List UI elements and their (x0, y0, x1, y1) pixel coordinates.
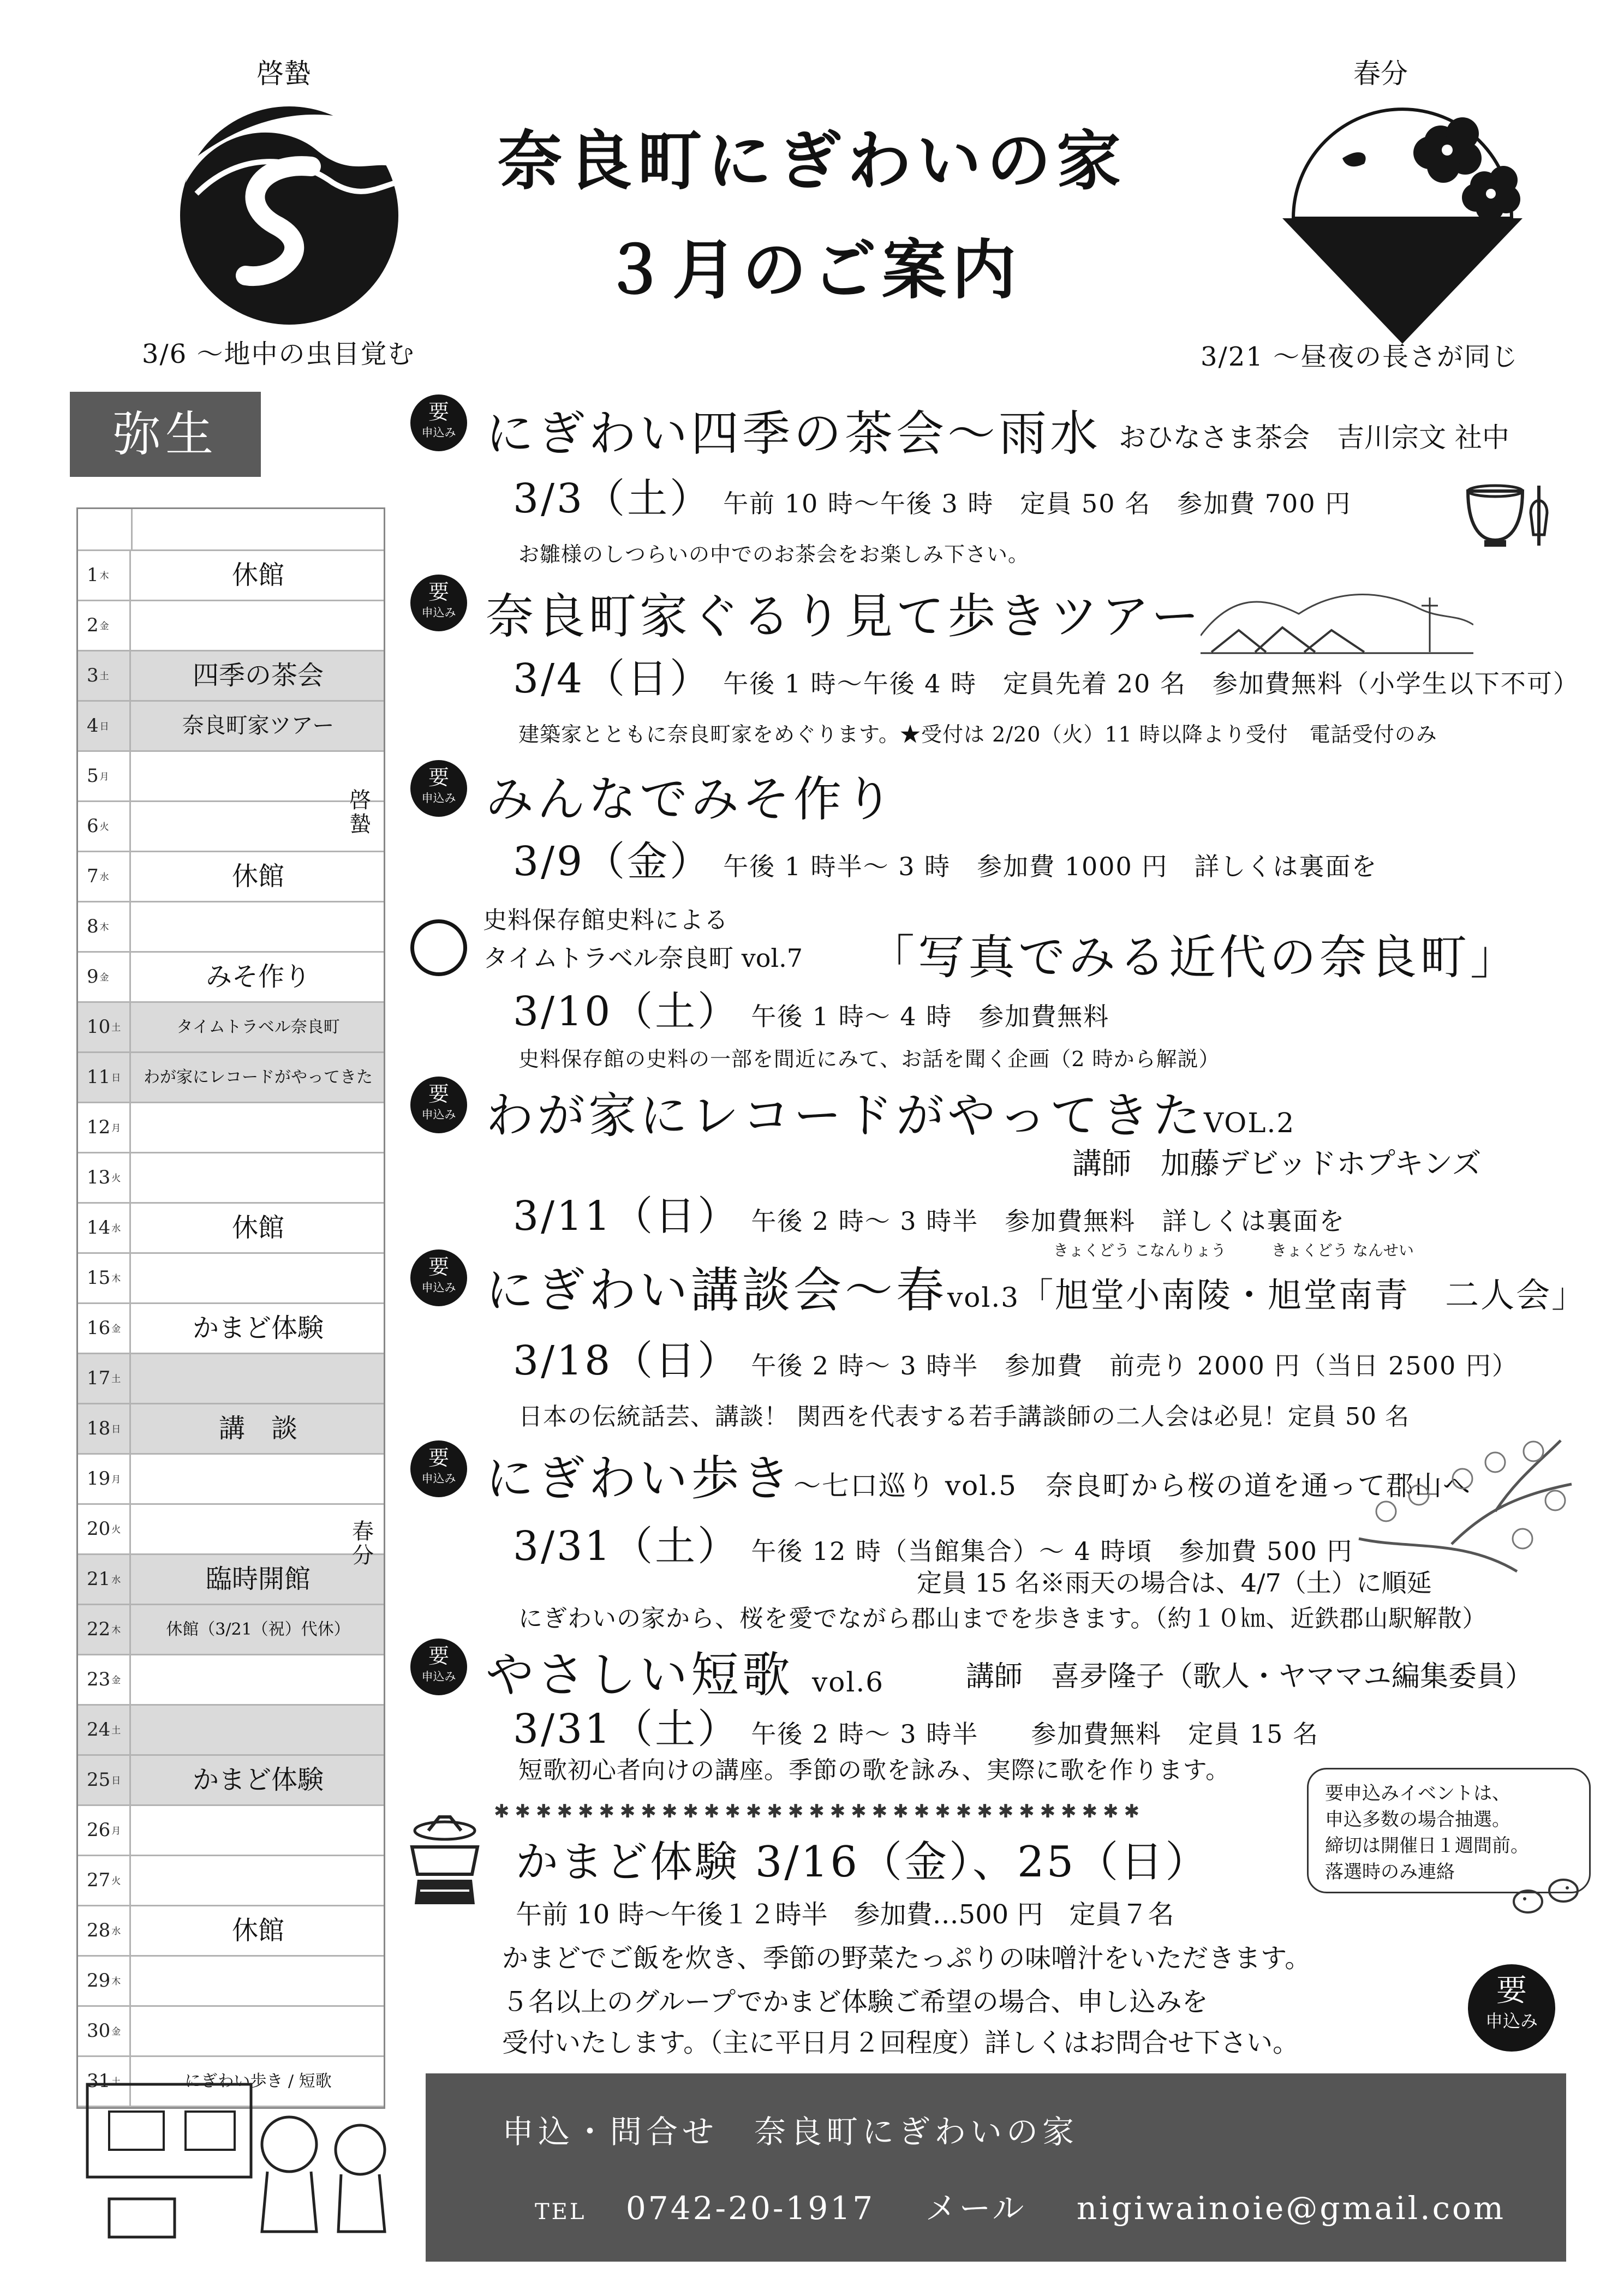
day-number: 27 (87, 1869, 111, 1891)
calendar-row (78, 1053, 384, 1103)
calendar-event: 休館 (231, 560, 284, 590)
day-number: 26 (87, 1819, 111, 1841)
event-series: タイムトラベル奈良町 vol.7 (483, 943, 803, 973)
weekday: 土 (111, 2076, 121, 2088)
calendar-row (78, 1003, 384, 1053)
calendar-event: 講 談 (218, 1413, 297, 1444)
event-title (486, 1440, 1471, 1509)
kamado-info: 午前 10 時～午後１２時半 参加費…500 円 定員７名 (516, 1899, 1174, 1930)
badge-bottom: 申込み (421, 606, 456, 619)
event-info: 午後 2 時～ 3 時半 参加費 前売り 2000 円（当日 2500 円） (751, 1351, 1518, 1380)
kamado-icon (398, 1809, 491, 1912)
tel-link[interactable]: 0742-20-1917 (625, 2190, 875, 2227)
apply-badge (410, 394, 467, 451)
day-number: 18 (87, 1418, 111, 1439)
weekday: 火 (99, 821, 109, 833)
page-subtitle: ３月のご案内 (602, 232, 1022, 308)
event-description: 史料保存館の史料の一部を間近にみて、お話を聞く企画（2 時から解説） (518, 1047, 1220, 1071)
event-lecturer: 講師 喜夛隆子（歌人・ヤママユ編集委員） (966, 1660, 1534, 1693)
event-info: 午後 2 時～ 3 時半 参加費無料 定員 15 名 (751, 1719, 1319, 1749)
kamado-description: かまどでご飯を炊き、季節の野菜たっぷりの味噌汁をいただきます。 (502, 1943, 1311, 1974)
note-line: 締切は開催日１週間前。 (1325, 1835, 1529, 1857)
cherry-branch-icon (1353, 1430, 1583, 1588)
calendar-row (78, 1455, 384, 1505)
day-number: 16 (87, 1317, 111, 1339)
calendar-row (78, 1354, 384, 1404)
calendar-event: にぎわい歩き / 短歌 (184, 2072, 332, 2091)
event-date (513, 1329, 1518, 1386)
event-pretext: 史料保存館史料による (483, 906, 729, 934)
day-number: 10 (87, 1016, 111, 1038)
calendar-day-number (78, 651, 131, 700)
day-number: 8 (87, 916, 99, 937)
weekday: 火 (111, 1173, 121, 1184)
day-number: 24 (87, 1719, 111, 1741)
calendar-day-number (78, 2007, 131, 2055)
calendar-event: タイムトラベル奈良町 (176, 1018, 340, 1037)
calendar-row (78, 1856, 384, 1906)
tea-bowl-icon (1462, 475, 1561, 557)
day-number: 13 (87, 1167, 111, 1188)
calendar-day-number (78, 1204, 131, 1252)
weekday: 木 (99, 570, 109, 582)
day-number: 4 (87, 715, 99, 737)
calendar-event: 休館（3/21（祝）代休） (166, 1620, 350, 1639)
badge-top: 要 (428, 1446, 449, 1470)
calendar-day-number (78, 802, 131, 851)
weekday: 月 (111, 1122, 121, 1134)
weekday: 土 (111, 1373, 121, 1385)
day-number: 28 (87, 1920, 111, 1941)
calendar-day-number (78, 953, 131, 1001)
weekday: 水 (99, 871, 109, 883)
calendar-row (78, 1555, 384, 1605)
left-season-label: 啓蟄 (256, 58, 311, 89)
calendar-event: 奈良町家ツアー (182, 713, 335, 738)
birds-icon (1506, 1866, 1588, 1921)
kamado-title: かまど体験 3/16（金）、25（日） (516, 1838, 1210, 1887)
calendar-day-number (78, 1505, 131, 1553)
event-date-text: 3/31（土） (513, 1523, 741, 1570)
calendar-row (78, 1103, 384, 1153)
mail-label: メール (925, 2190, 1026, 2227)
calendar-row (78, 752, 384, 802)
calendar-event (133, 1505, 384, 1553)
event-subtitle: ～七口巡り vol.5 奈良町から桜の道を通って郡山へ (793, 1470, 1471, 1502)
calendar-event (133, 902, 384, 951)
weekday: 月 (99, 771, 109, 782)
calendar-row (78, 802, 384, 852)
calendar-table (76, 507, 385, 2109)
calendar-event (133, 1103, 384, 1152)
calendar-day-number (78, 551, 131, 600)
event-vol: VOL.2 (1204, 1107, 1295, 1139)
apply-badge (1468, 1964, 1555, 2052)
day-number: 3 (87, 665, 99, 686)
calendar-event: みそ作り (205, 961, 311, 992)
weekday: 木 (111, 1273, 121, 1284)
right-season-note: 3/21 ～昼夜の長さが同じ (1201, 342, 1519, 372)
calendar-day-number (78, 1906, 131, 1955)
calendar-event (133, 802, 384, 851)
event-title-text: やさしい短歌 (486, 1647, 794, 1703)
weekday: 金 (99, 972, 109, 983)
ruby-text: きょくどう こなんりょう (1053, 1241, 1226, 1259)
calendar-day-number (78, 1957, 131, 2005)
day-number: 14 (87, 1217, 111, 1239)
event-date-text: 3/4（日） (513, 655, 713, 702)
weekday: 月 (111, 1825, 121, 1837)
badge-bottom: 申込み (421, 792, 456, 805)
day-number: 30 (87, 2020, 111, 2042)
shunbun-emblem (1277, 93, 1528, 349)
weekday: 火 (111, 1524, 121, 1535)
month-label: 弥生 (70, 392, 261, 477)
tel-label: TEL (535, 2199, 587, 2225)
event-description: 短歌初心者向けの講座。季節の歌を詠み、実際に歌を作ります。 (518, 1756, 1231, 1784)
day-number: 23 (87, 1669, 111, 1690)
weekday: 日 (111, 1775, 121, 1786)
event-title: 奈良町家ぐるり見て歩きツアー (486, 588, 1203, 644)
apply-badge (410, 1249, 467, 1306)
calendar-row (78, 1153, 384, 1204)
event-title: にぎわい四季の茶会～雨水 (486, 405, 1102, 462)
apply-badge (410, 1077, 467, 1133)
day-number: 21 (87, 1568, 111, 1590)
event-date (513, 467, 1351, 524)
calendar-row (78, 651, 384, 702)
badge-bottom: 申込み (1485, 2011, 1538, 2031)
keichitsu-mark: 啓蟄 (349, 788, 371, 837)
event-date (513, 1697, 1319, 1755)
contact-details (535, 2183, 1506, 2228)
calendar-event (133, 601, 384, 650)
calendar-day-number (78, 1756, 131, 1804)
event-title (486, 1078, 1295, 1146)
event-date (513, 1184, 1345, 1242)
calendar-row (78, 1404, 384, 1455)
calendar-day-number (78, 601, 131, 650)
day-number: 1 (87, 564, 99, 586)
calendar-day-number (78, 1354, 131, 1403)
event-title: 「写真でみる近代の奈良町」 (868, 930, 1520, 985)
calendar-event: 臨時開館 (205, 1564, 311, 1594)
badge-bottom: 申込み (421, 426, 456, 439)
event-title (486, 1252, 1587, 1321)
calendar-event (133, 1655, 384, 1704)
children-cooking-illustration (76, 2068, 404, 2253)
contact-heading: 申込・問合せ 奈良町にぎわいの家 (502, 2113, 1079, 2150)
badge-bottom: 申込み (421, 1108, 456, 1121)
apply-badge (410, 1440, 467, 1497)
calendar-row (78, 1304, 384, 1354)
calendar-row (78, 1505, 384, 1555)
calendar-event: かまど体験 (192, 1313, 324, 1343)
day-number: 17 (87, 1367, 111, 1389)
shunbun-mark: 春分 (352, 1519, 374, 1568)
day-number: 31 (87, 2070, 111, 2092)
weekday: 水 (111, 1926, 121, 1937)
day-number: 25 (87, 1769, 111, 1791)
event-description: お雛様のしつらいの中でのお茶会をお楽しみ下さい。 (518, 542, 1030, 566)
kamado-group-note-2: 受付いたします。（主に平日月２回程度）詳しくはお問合せ下さい。 (502, 2028, 1299, 2058)
event-vol: vol.3 (947, 1282, 1020, 1313)
calendar-day-number (78, 1655, 131, 1704)
calendar-day-number (78, 1605, 131, 1654)
event-title (486, 1637, 884, 1706)
note-line: 申込多数の場合抽選。 (1325, 1809, 1510, 1831)
calendar-row (78, 1605, 384, 1655)
calendar-event: 休館 (231, 1212, 284, 1243)
calendar-day-number (78, 902, 131, 951)
calendar-event (133, 1354, 384, 1403)
calendar-day-number (78, 1103, 131, 1152)
calendar-row (78, 902, 384, 953)
event-info: 午前 10 時～午後 3 時 定員 50 名 参加費 700 円 (723, 489, 1352, 518)
event-description: 建築家とともに奈良町家をめぐります。★受付は 2/20（火）11 時以降より受付 電話受付のみ (518, 722, 1437, 746)
calendar-row (78, 1706, 384, 1756)
calendar-day-number (78, 1304, 131, 1353)
ruby-text: きょくどう なんせい (1271, 1241, 1414, 1259)
calendar-row (78, 852, 384, 902)
left-season-note: 3/6 ～地中の虫目覚む (142, 339, 415, 369)
calendar-event (133, 2007, 384, 2055)
day-number: 9 (87, 966, 99, 988)
note-line: 要申込みイベントは、 (1325, 1783, 1510, 1804)
event-vol: vol.6 (812, 1666, 885, 1698)
badge-top: 要 (1496, 1973, 1527, 2008)
calendar-day-number (78, 1856, 131, 1905)
calendar-day-number (78, 1053, 131, 1102)
calendar-event (133, 1153, 384, 1202)
event-date (513, 647, 1579, 704)
weekday: 土 (111, 1725, 121, 1736)
calendar-day-number (78, 752, 131, 800)
calendar-day-number (78, 1003, 131, 1051)
event-date-text: 3/11（日） (513, 1193, 741, 1240)
calendar-row (78, 1655, 384, 1706)
calendar-event (133, 1706, 384, 1754)
no-application-circle-icon (410, 919, 467, 976)
badge-bottom: 申込み (421, 1472, 456, 1485)
calendar-row (78, 1906, 384, 1957)
weekday: 水 (111, 1574, 121, 1586)
event-lecturer: 講師 加藤デビッドホプキンズ (1072, 1146, 1482, 1181)
weekday: 月 (111, 1474, 121, 1485)
day-number: 22 (87, 1618, 111, 1640)
event-info: 午後 1 時半～ 3 時 参加費 1000 円 詳しくは裏面を (723, 852, 1378, 881)
weekday: 土 (111, 1022, 121, 1033)
event-date (513, 979, 1109, 1037)
calendar-day-number (78, 702, 131, 750)
calendar-row (78, 702, 384, 752)
star-divider: ✱✱✱✱✱✱✱✱✱✱✱✱✱✱✱✱✱✱✱✱✱✱✱✱✱✱✱✱✱✱✱ (494, 1801, 1145, 1822)
event-info-secondary: 定員 15 名※雨天の場合は、4/7（土）に順延 (917, 1568, 1432, 1598)
event-date-text: 3/10（土） (513, 988, 741, 1035)
event-info: 午後 2 時～ 3 時半 参加費無料 詳しくは裏面を (751, 1206, 1346, 1236)
weekday: 日 (99, 721, 109, 732)
day-number: 7 (87, 865, 99, 887)
calendar-event: わが家にレコードがやってきた (144, 1068, 373, 1087)
calendar-day-number (78, 1806, 131, 1855)
badge-bottom: 申込み (421, 1281, 456, 1294)
event-description: にぎわいの家から、桜を愛でながら郡山までを歩きます。（約１０㎞、近鉄郡山駅解散） (518, 1605, 1487, 1633)
weekday: 火 (111, 1875, 121, 1887)
calendar-day-number (78, 1254, 131, 1302)
calendar-day-number (78, 1555, 131, 1604)
calendar-day-number (78, 852, 131, 901)
calendar-event (133, 1254, 384, 1302)
day-number: 15 (87, 1267, 111, 1289)
day-number: 6 (87, 815, 99, 837)
event-info: 午後 1 時～午後 4 時 定員先着 20 名 参加費無料（小学生以下不可） (723, 669, 1579, 698)
event-title-text: わが家にレコードがやってきた (486, 1087, 1204, 1144)
page-title: 奈良町にぎわいの家 (497, 123, 1126, 199)
badge-top: 要 (428, 580, 449, 604)
weekday: 金 (111, 1323, 121, 1335)
day-number: 29 (87, 1970, 111, 1992)
calendar-day-number (78, 1404, 131, 1453)
day-number: 2 (87, 614, 99, 636)
day-number: 19 (87, 1468, 111, 1490)
calendar-event (133, 752, 384, 800)
weekday: 木 (99, 922, 109, 933)
event-date-text: 3/18（日） (513, 1337, 741, 1384)
calendar-event (133, 1957, 384, 2005)
calendar-day-number (78, 1706, 131, 1754)
day-number: 5 (87, 765, 99, 787)
badge-top: 要 (428, 1644, 449, 1668)
weekday: 木 (111, 1976, 121, 1987)
calendar-event: 四季の茶会 (192, 660, 324, 691)
weekday: 土 (99, 671, 109, 682)
event-info: 午後 1 時～ 4 時 参加費無料 (751, 1002, 1110, 1031)
calendar-row (78, 1254, 384, 1304)
event-description: 日本の伝統話芸、講談！ 関西を代表する若手講談師の二人会は必見！定員 50 名 (518, 1403, 1410, 1431)
calendar-row (78, 1756, 384, 1806)
kamado-group-note: ５名以上のグループでかまど体験ご希望の場合、申し込みを (502, 1987, 1208, 2017)
weekday: 金 (111, 1675, 121, 1686)
calendar-row (78, 551, 384, 601)
weekday: 金 (99, 620, 109, 632)
calendar-event: かまど体験 (192, 1765, 324, 1795)
event-info: 午後 12 時（当館集合）～ 4 時頃 参加費 500 円 (751, 1536, 1353, 1566)
calendar-row (78, 1806, 384, 1856)
event-title-text: にぎわい歩き (486, 1450, 794, 1506)
badge-top: 要 (428, 1255, 449, 1279)
weekday: 金 (111, 2026, 121, 2037)
townscape-sketch-icon (1201, 576, 1473, 657)
calendar-event (133, 1806, 384, 1855)
event-date-text: 3/9（金） (513, 838, 713, 885)
day-number: 11 (87, 1066, 111, 1088)
contact-footer (426, 2073, 1566, 2262)
event-date-text: 3/31（土） (513, 1706, 741, 1753)
badge-top: 要 (428, 1082, 449, 1106)
right-season-label: 春分 (1353, 58, 1408, 89)
event-title: みんなでみそ作り (486, 771, 897, 827)
badge-top: 要 (428, 766, 449, 790)
note-line: 落選時のみ連絡 (1325, 1861, 1455, 1883)
calendar-row (78, 1957, 384, 2007)
apply-badge (410, 760, 467, 817)
event-date-text: 3/3（土） (513, 475, 713, 522)
calendar-day-number (78, 1455, 131, 1503)
weekday: 木 (111, 1624, 121, 1636)
badge-top: 要 (428, 400, 449, 424)
apply-badge (410, 1639, 467, 1695)
calendar-event (133, 1856, 384, 1905)
calendar-event: 休館 (231, 861, 284, 892)
calendar-event (133, 1455, 384, 1503)
weekday: 日 (111, 1424, 121, 1435)
event-performers: 「旭堂小南陵・旭堂南青 二人会」 (1019, 1275, 1587, 1315)
event-subtitle: おひなさま茶会 吉川宗文 社中 (1119, 422, 1509, 453)
calendar-row (78, 601, 384, 651)
apply-badge (410, 575, 467, 631)
event-title-text: にぎわい講談会～春 (486, 1262, 948, 1318)
calendar-row (78, 953, 384, 1003)
calendar-row (78, 2007, 384, 2057)
email-link[interactable]: nigiwainoie@gmail.com (1076, 2190, 1506, 2227)
calendar-event: 休館 (231, 1915, 284, 1946)
calendar-day-number (78, 1153, 131, 1202)
calendar-header-row (78, 509, 384, 551)
weekday: 日 (111, 1072, 121, 1084)
calendar-row (78, 1204, 384, 1254)
badge-bottom: 申込み (421, 1670, 456, 1683)
event-date (513, 829, 1377, 887)
day-number: 12 (87, 1116, 111, 1138)
weekday: 水 (111, 1223, 121, 1234)
day-number: 20 (87, 1518, 111, 1540)
